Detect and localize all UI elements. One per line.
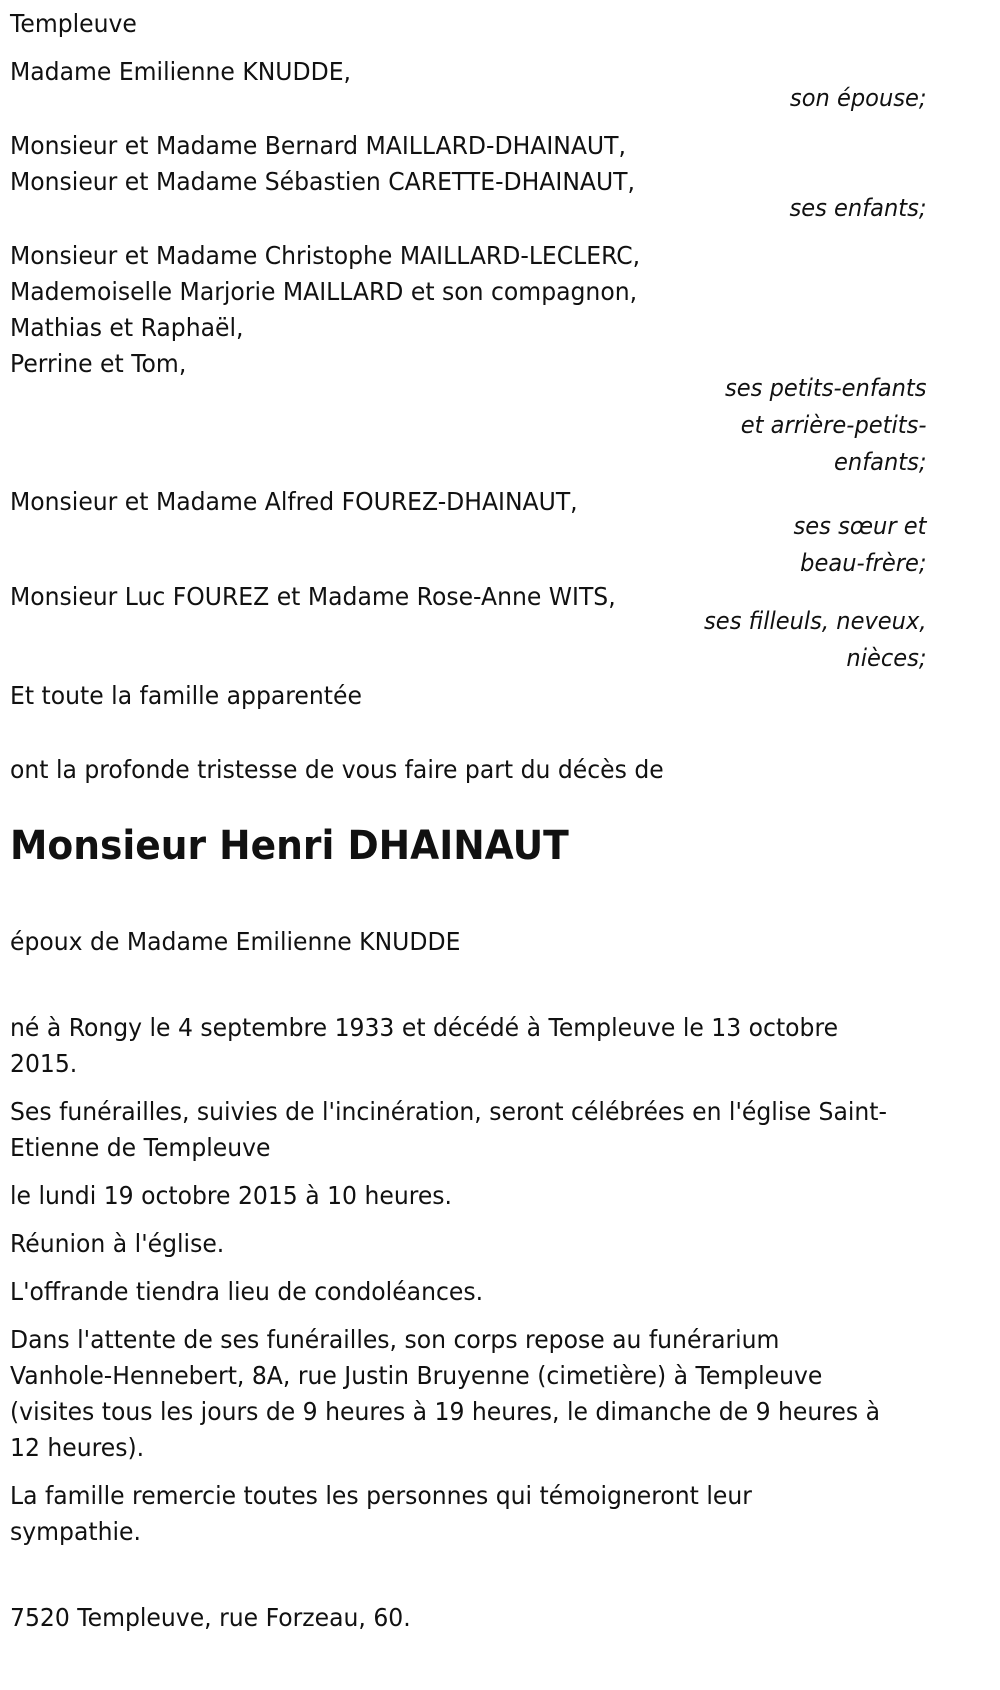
- family-line: Mathias et Raphaël,: [10, 313, 244, 342]
- family-group-children: [10, 126, 931, 228]
- family-line: Monsieur et Madame Alfred FOUREZ-DHAINAUT,: [10, 487, 578, 516]
- birth-death-paragraph: [10, 1008, 927, 1084]
- meeting-note: Réunion à l'église.: [10, 1229, 225, 1258]
- family-line: Monsieur et Madame Bernard MAILLARD-DHAINAUT,: [10, 131, 626, 160]
- funeral-date: le lundi 19 octobre 2015 à 10 heures.: [10, 1181, 453, 1210]
- funeral-line: Etienne de Templeuve: [10, 1133, 271, 1162]
- relation-label: et arrière-petits-: [740, 411, 927, 439]
- deceased-name: Monsieur Henri DHAINAUT: [10, 823, 569, 869]
- family-group-spouse: [10, 52, 931, 118]
- visitation-paragraph: [10, 1320, 927, 1468]
- offering-note: L'offrande tiendra lieu de condoléances.: [10, 1277, 484, 1306]
- thanks-line: sympathie.: [10, 1517, 141, 1546]
- family-closing: Et toute la famille apparentée: [10, 681, 362, 710]
- family-group-grandchildren: [10, 236, 931, 482]
- family-line: Madame Emilienne KNUDDE,: [10, 57, 352, 86]
- family-group-godchildren: [10, 577, 931, 678]
- relation-label: son épouse;: [789, 84, 927, 112]
- birth-death-line: né à Rongy le 4 septembre 1933 et décédé à Templeuve le 13 octobre: [10, 1013, 839, 1042]
- family-line: Monsieur Luc FOUREZ et Madame Rose-Anne WITS,: [10, 582, 616, 611]
- family-line: Perrine et Tom,: [10, 349, 187, 378]
- thanks-line: La famille remercie toutes les personnes qui témoigneront leur: [10, 1481, 752, 1510]
- announcement: ont la profonde tristesse de vous faire part du décès de: [10, 755, 664, 784]
- visitation-line: (visites tous les jours de 9 heures à 19 heures, le dimanche de 9 heures à: [10, 1397, 881, 1426]
- family-line: Monsieur et Madame Sébastien CARETTE-DHAINAUT,: [10, 167, 636, 196]
- birth-death-line: 2015.: [10, 1049, 78, 1078]
- thanks-paragraph: [10, 1476, 927, 1552]
- funeral-paragraph: [10, 1092, 927, 1168]
- address: 7520 Templeuve, rue Forzeau, 60.: [10, 1603, 411, 1632]
- spouse-line: époux de Madame Emilienne KNUDDE: [10, 927, 461, 956]
- family-group-siblings: [10, 482, 931, 583]
- relation-label: nièces;: [846, 644, 927, 672]
- relation-label: ses sœur et: [793, 512, 927, 540]
- relation-label: beau-frère;: [800, 549, 927, 577]
- relation-label: enfants;: [834, 448, 927, 476]
- relation-label: ses enfants;: [789, 194, 927, 222]
- visitation-line: 12 heures).: [10, 1433, 145, 1462]
- funeral-line: Ses funérailles, suivies de l'incinération, seront célébrées en l'église Saint-: [10, 1097, 887, 1126]
- obituary-content: [10, 0, 931, 1638]
- relation-label: ses filleuls, neveux,: [704, 607, 927, 635]
- family-line: Monsieur et Madame Christophe MAILLARD-LECLERC,: [10, 241, 641, 270]
- visitation-line: Dans l'attente de ses funérailles, son corps repose au funérarium: [10, 1325, 780, 1354]
- visitation-line: Vanhole-Hennebert, 8A, rue Justin Bruyenne (cimetière) à Templeuve: [10, 1361, 823, 1390]
- family-line: Mademoiselle Marjorie MAILLARD et son compagnon,: [10, 277, 638, 306]
- location: Templeuve: [10, 9, 137, 38]
- relation-label: ses petits-enfants: [725, 374, 927, 402]
